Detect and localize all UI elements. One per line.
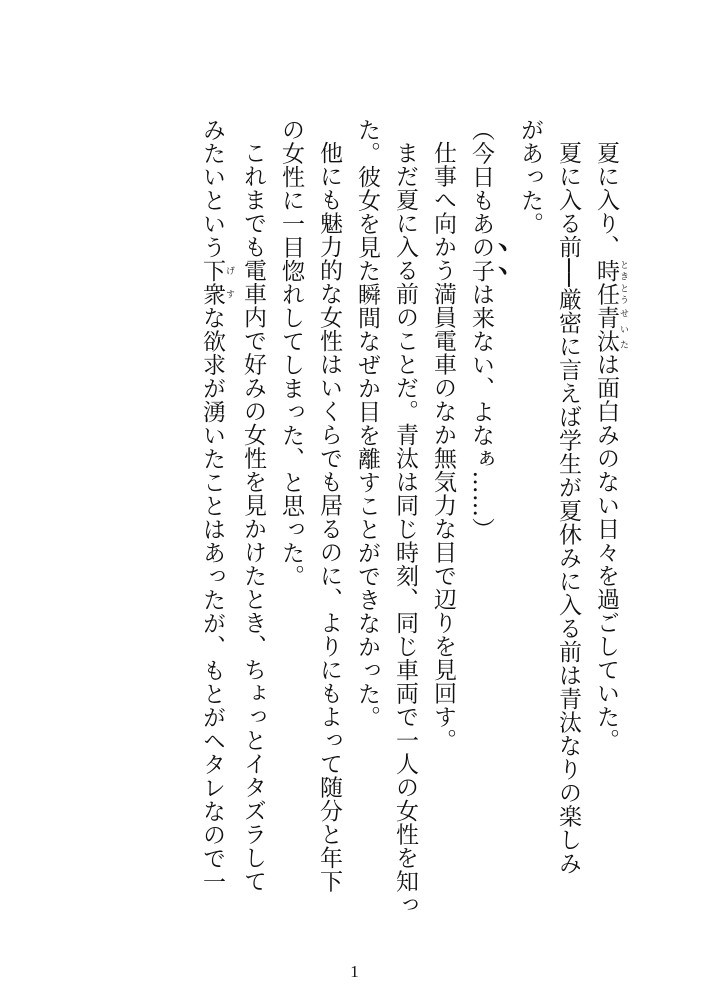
text-line-5: 仕事へ向かう満員電車のなか無気力な目で辺りを見回す。 — [430, 141, 456, 752]
text-line-9: の女性に一目惚れしてしまった、と思った。 — [278, 118, 304, 588]
text-segment: （今日もあ — [468, 118, 494, 236]
ruby-name-tokitou — [593, 258, 628, 306]
text-line-1 — [587, 118, 628, 908]
text-line-2: 夏に入る前──厳密に言えば学生が夏休みに入る前は青汰なりの楽しみ — [555, 141, 581, 875]
ruby-base: 下衆 — [199, 259, 225, 306]
text-segment: は来ない、よなぁ……） — [468, 282, 494, 541]
emphasized-text: の子 — [468, 235, 494, 283]
text-segment: 夏に入り、 — [593, 141, 619, 259]
ruby-base: 時任 — [593, 258, 619, 306]
ruby-gesu — [199, 259, 234, 306]
page-number: 1 — [350, 962, 359, 981]
vertical-text-body — [108, 118, 628, 917]
ruby-reading: げす — [224, 259, 234, 306]
ruby-name-seita — [593, 305, 628, 353]
ruby-reading: ときとう — [618, 258, 628, 306]
text-line-10: これまでも電車内で好みの女性を見かけたとき、ちょっとイタズラして — [240, 141, 266, 893]
text-line-8: 他にも魅力的な女性はいくらでも居るのに、よりにもよって随分と年下 — [316, 141, 342, 893]
text-line-11 — [193, 118, 234, 908]
ruby-reading: せいた — [618, 305, 628, 353]
text-segment: みたいという — [199, 118, 225, 259]
text-line-7: た。彼女を見た瞬間なぜか目を離すことができなかった。 — [354, 118, 380, 729]
text-line-6: まだ夏に入る前のことだ。青汰は同じ時刻、同じ車両で一人の女性を知っ — [392, 141, 418, 917]
ruby-base: 青汰 — [593, 305, 619, 353]
text-segment: は面白みのない日々を過ごしていた。 — [593, 352, 619, 752]
text-segment: な欲求が湧いたことはあったが、もとがヘタレなので一 — [199, 306, 225, 894]
text-line-3: があった。 — [517, 118, 543, 236]
text-line-4 — [462, 118, 511, 908]
